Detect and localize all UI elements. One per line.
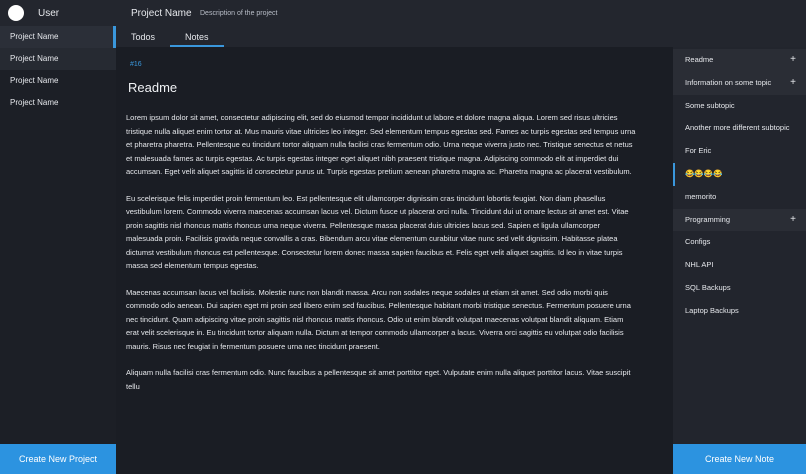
project-item[interactable]: Project Name xyxy=(0,26,116,48)
notes-panel xyxy=(673,47,806,474)
note-item-label: Readme xyxy=(685,55,714,64)
create-new-note-button[interactable]: Create New Note xyxy=(673,444,806,474)
note-paragraph: Lorem ipsum dolor sit amet, consectetur adipiscing elit, sed do eiusmod tempor incididunt ut labore et dolore magna aliqua. Lorem sed risus ultricies tristique nulla aliquet enim tortor at. Mus mauris vitae ultricies leo integer. Sed elementum tempus egestas sed. Fames ac turpis egestas sed tempus urna et pharetra pharetra. Pellentesque eu tincidunt tortor aliquam nulla facilisi cras fermentum odio. Urna neque viverra justo nec. Tristique senectus et netus et malesuada fames ac turpis egestas. Ac turpis egestas integer eget aliquet nibh praesent tristique magna. Adipiscing commodo elit at imperdiet dui accumsan. Eget velit aliquet sagittis id consectetur purus ut. Turpis egestas pretium aenean pharetra magna ac. Pharetra magna ac placerat vestibulum. xyxy=(126,113,636,176)
note-item[interactable]: Some subtopic xyxy=(685,100,735,110)
project-header xyxy=(116,0,806,47)
project-list xyxy=(0,26,116,114)
project-item[interactable]: Project Name xyxy=(10,98,59,107)
user-profile[interactable] xyxy=(0,0,116,26)
project-title: Project Name xyxy=(131,8,192,19)
project-item[interactable]: Project Name xyxy=(0,48,116,70)
tab-bar xyxy=(116,28,224,47)
plus-icon[interactable]: + xyxy=(790,54,796,65)
note-title: Readme xyxy=(128,80,178,95)
tab-notes[interactable]: Notes xyxy=(170,28,224,47)
note-paragraph: Eu scelerisque felis imperdiet proin fermentum leo. Est pellentesque elit ullamcorper dignissim cras tincidunt lobortis feugiat. Non diam phasellus vestibulum lorem. Commodo viverra maecenas accumsan lacus vel. Dictum fusce ut placerat orci nulla. Tincidunt dui ut ornare lectus sit amet est. Vitae proin sagittis nisl rhoncus mattis rhoncus urna neque viverra. Pellentesque massa placerat duis ultricies lacus sed. Sapien et ligula ullamcorper malesuada proin. Facilisis gravida neque convallis a cras. Bibendum arcu vitae elementum curabitur vitae nunc sed velit dignissim. Habitasse platea dictumst vestibulum rhoncus est pellentesque. Consectetur lorem donec massa sapien faucibus et. Felis eget velit aliquet sagittis. Id leo in vitae turpis massa sed elementum tempus egestas. xyxy=(126,193,629,270)
note-item-readme[interactable] xyxy=(673,49,806,72)
note-item[interactable]: SQL Backups xyxy=(685,282,731,292)
note-item-information[interactable] xyxy=(673,72,806,95)
avatar[interactable] xyxy=(8,5,24,21)
note-item[interactable]: For Eric xyxy=(685,146,712,156)
note-item-label: Programming xyxy=(685,214,731,224)
note-item[interactable]: memorito xyxy=(685,191,717,201)
plus-icon[interactable]: + xyxy=(790,76,796,88)
note-paragraph: Maecenas accumsan lacus vel facilisis. Molestie nunc non blandit massa. Arcu non sodales neque sodales ut etiam sit amet. Sed odio morbi quis commodo odio aenean. Dui sapien eget mi proin sed libero enim sed faucibus. Pellentesque habitant morbi tristique senectus. Fermentum posuere urna nec tincidunt. Quam adipiscing vitae proin sagittis nisl rhoncus mattis rhoncus. Odio ut enim blandit volutpat maecenas volutpat blandit aliquam. Etiam erat velit scelerisque in. Eu tincidunt tortor aliquam nulla. Dictum at tempor commodo ullamcorper a lacus. Viverra orci sagittis eu volutpat odio facilisis mauris. Risus nec feugiat in fermentum posuere urna nec tincidunt praesent. xyxy=(126,287,631,351)
project-description: Description of the project xyxy=(200,10,278,17)
tab-todos[interactable]: Todos xyxy=(131,32,156,42)
note-item-label: Information on some topic xyxy=(685,77,772,87)
note-item[interactable]: NHL API xyxy=(685,260,714,270)
note-id: #16 xyxy=(130,61,142,68)
plus-icon[interactable]: + xyxy=(790,213,796,225)
note-item[interactable]: Configs xyxy=(685,237,711,247)
note-item-programming[interactable] xyxy=(673,209,806,232)
note-list xyxy=(673,47,806,323)
note-content xyxy=(116,47,673,474)
note-body xyxy=(126,111,638,406)
project-sidebar xyxy=(0,0,116,474)
note-paragraph: Aliquam nulla facilisi cras fermentum odio. Nunc faucibus a pellentesque sit amet porttitor eget. Vulputate enim nulla aliquet porttitor lacus. Vitae suscipit tellu xyxy=(126,368,631,391)
note-item-emoji[interactable]: 😂😂😂😂 xyxy=(673,163,806,186)
note-item[interactable]: Laptop Backups xyxy=(685,305,739,315)
project-item[interactable]: Project Name xyxy=(10,76,59,85)
create-new-project-button[interactable]: Create New Project xyxy=(0,444,116,474)
note-item[interactable]: Another more different subtopic xyxy=(685,123,790,133)
user-name: User xyxy=(38,7,60,19)
